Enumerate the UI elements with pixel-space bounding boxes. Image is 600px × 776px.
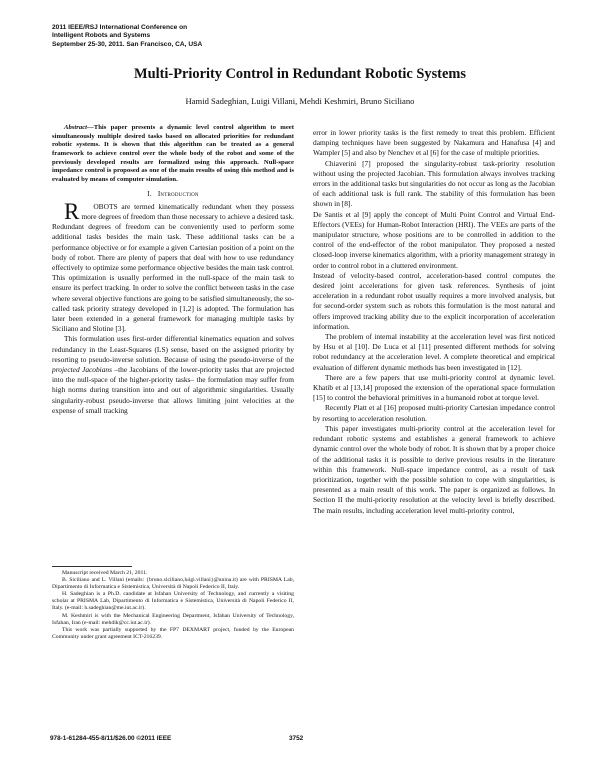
paragraph: De Santis et al [9] apply the concept of Multi Point Control and Virtual End-Effectors (VEEs) for Human-Robot Interaction (HRI). The VEEs are parts of the manipulator structure, whose positions are to be controlled in addition to the control of the end-effector of the robot manipulator. They proposed a nested closed-loop inverse kinematics algorithm, with a priority management strategy in order to control robot in a cluttered environment.: [313, 209, 555, 270]
paragraph: Recently Platt et al [16] proposed multi-priority Cartesian impedance control by resorting to acceleration resolution.: [313, 403, 555, 423]
footnote: B. Siciliano and L. Villani (emails: {bruno.siciliano,luigi.villani}@unina.it) are with PRISMA Lab, Dipartimento di Informatica e Sistemistica, Università di Napoli Federico II, Italy.: [52, 577, 294, 591]
abstract: [52, 124, 294, 185]
abstract-text: —This paper presents a dynamic level control algorithm to meet simultaneously multiple desired tasks based on allocated priorities for redundant robotic systems. It is shown that this algorithm can be treated as a general framework to achieve control over the whole body of the robot and some of the previously developed results are formalized using this approach. Null-space impedance control is proposed as one of the main results of using this method and is evaluated by means of computer simulation.: [52, 124, 294, 183]
intro-paragraph-2-text-a: This formulation uses first-order differential kinematics equation and solves redundancy in the Least-Squares (LS) sense, based on the assigned priority by resorting to pseudo-inverse solution. Because of using the pseudo-inverse of the: [52, 334, 294, 364]
intro-paragraph-1-text: OBOTS are termed kinematically redundant when they possess more degrees of freedom than those necessary to achieve a desired task. Redundant degrees of freedom can be conveniently used to perform some additional tasks besides the main task. These additional tasks can be a performance objective or for example a given Cartesian position of a point on the body of robot. There are plenty of papers that deal with how to use redundancy effectively to optimize some performance objective besides the main task control. This optimization is usually performed in the null-space of the main task to ensure its perfect tracking. In order to solve the conflict between tasks in the case where several objective functions are going to be satisfied simultaneously, the so-called task priority strategy developed in [1,2] is adopted. The formulation has later been extended in a general framework for managing multiple tasks by Siciliano and Slotine [3].: [52, 201, 294, 334]
paragraph: error in lower priority tasks is the first remedy to treat this problem. Efficient damping techniques have been suggested by Nakamura and Hanafusa [4] and Wampler [5] and also by Nenchev et al [6] for the case of multiple priorities.: [313, 128, 555, 158]
right-column: [313, 128, 555, 516]
intro-paragraph-2-text-b: –the Jacobians of the lower-priority tasks that are projected into the null-space of the higher-priority tasks– the formulation may suffer from high norms during transition into and out of algorithmic singularities. Usually singularity-robust pseudo-inverse that allows limiting joint velocities at the expense of small tracking: [52, 365, 294, 415]
paper-title: Multi-Priority Control in Redundant Robotic Systems: [134, 66, 466, 82]
footnote: This work was partially supported by the FP7 DEXMART project, funded by the European Community under grant agreement ICT-216239.: [52, 626, 294, 640]
footnotes: [52, 566, 294, 641]
footnote-rule: [52, 566, 132, 567]
section-title: Introduction: [157, 189, 199, 198]
footnote: M. Keshmiri is with the Mechanical Engineering Department, Isfahan University of Technology, Isfahan, Iran (e-mail: mehdik@cc.iut.ac.ir).: [52, 612, 294, 626]
abstract-label: Abstract: [64, 124, 88, 131]
intro-paragraph-1: [52, 198, 294, 335]
intro-paragraph-2-emphasis: projected Jacobians: [52, 365, 113, 375]
conference-header: [52, 24, 352, 49]
page-number: 3752: [289, 735, 304, 742]
conference-line-3: September 25-30, 2011. San Francisco, CA, USA: [52, 40, 203, 48]
drop-cap: R: [64, 198, 80, 224]
conference-line-1: 2011 IEEE/RSJ International Conference on: [52, 24, 188, 31]
conference-line-2: Intelligent Robots and Systems: [52, 32, 151, 40]
paragraph: Instead of velocity-based control, acceleration-based control computes the desired joint accelerations for given task references. Synthesis of joint acceleration in a redundant robot usually requires a more involved analysis, but for second-order system such as robots this formulation is the most natural and offers improved tracking ability due to the explicit incorporation of acceleration information.: [313, 270, 555, 331]
left-column: [52, 124, 294, 416]
section-heading-introduction: [52, 189, 294, 199]
footnote: H. Sadeghian is a Ph.D. candidate at Isfahan University of Technology, and currently a visiting scholar at PRISMA Lab, Dipartimento di Informatica e Sistemistica, Università di Napoli Federico II, Italy. (e-mail: h.sadeghian@me.iut.ac.ir).: [52, 591, 294, 612]
paper-authors: Hamid Sadeghian, Luigi Villani, Mehdi Keshmiri, Bruno Siciliano: [185, 96, 415, 106]
paragraph: Chiaverini [7] proposed the singularity-robust task-priority resolution without using the projected Jacobian. This formulation always involves tracking errors in the additional tasks but singularities do not occur as long as the Jacobian of each additional task is full rank. The stability of this formulation has been shown in [8].: [313, 158, 555, 209]
footnote: Manuscript received March 21, 2011.: [62, 570, 148, 576]
paragraph: There are a few papers that use multi-priority control at dynamic level. Khatib et al [13,14] proposed the extension of the operational space formulation [15] to control the behavioral primitives in a humanoid robot at torque level.: [313, 372, 555, 403]
intro-paragraph-2: [52, 334, 294, 416]
paragraph: The problem of internal instability at the acceleration level was first noticed by Hsu et al [10]. De Luca et al [11] presented different methods for solving robot redundancy at the acceleration level. A complete theoretical and empirical evaluation of different dynamic methods has been investigated in [12].: [313, 332, 555, 372]
section-number: I.: [147, 189, 152, 198]
paragraph: This paper investigates multi-priority control at the acceleration level for redundant robotic systems and establishes a general framework to achieve dynamic control over the whole body of robot. It is shown that by a proper choice of the additional tasks it is possible to derive previous results in the literature within this framework. Null-space impedance control, as a result of task prioritization, together with the possible solution to cope with singularities, is presented as a main result of this work. The paper is organized as follows. In Section II the multi-priority resolution at the velocity level is briefly described. The main results, including acceleration level multi-priority control,: [313, 423, 555, 515]
footer-copyright: 978-1-61284-455-8/11/$26.00 ©2011 IEEE: [50, 735, 172, 742]
